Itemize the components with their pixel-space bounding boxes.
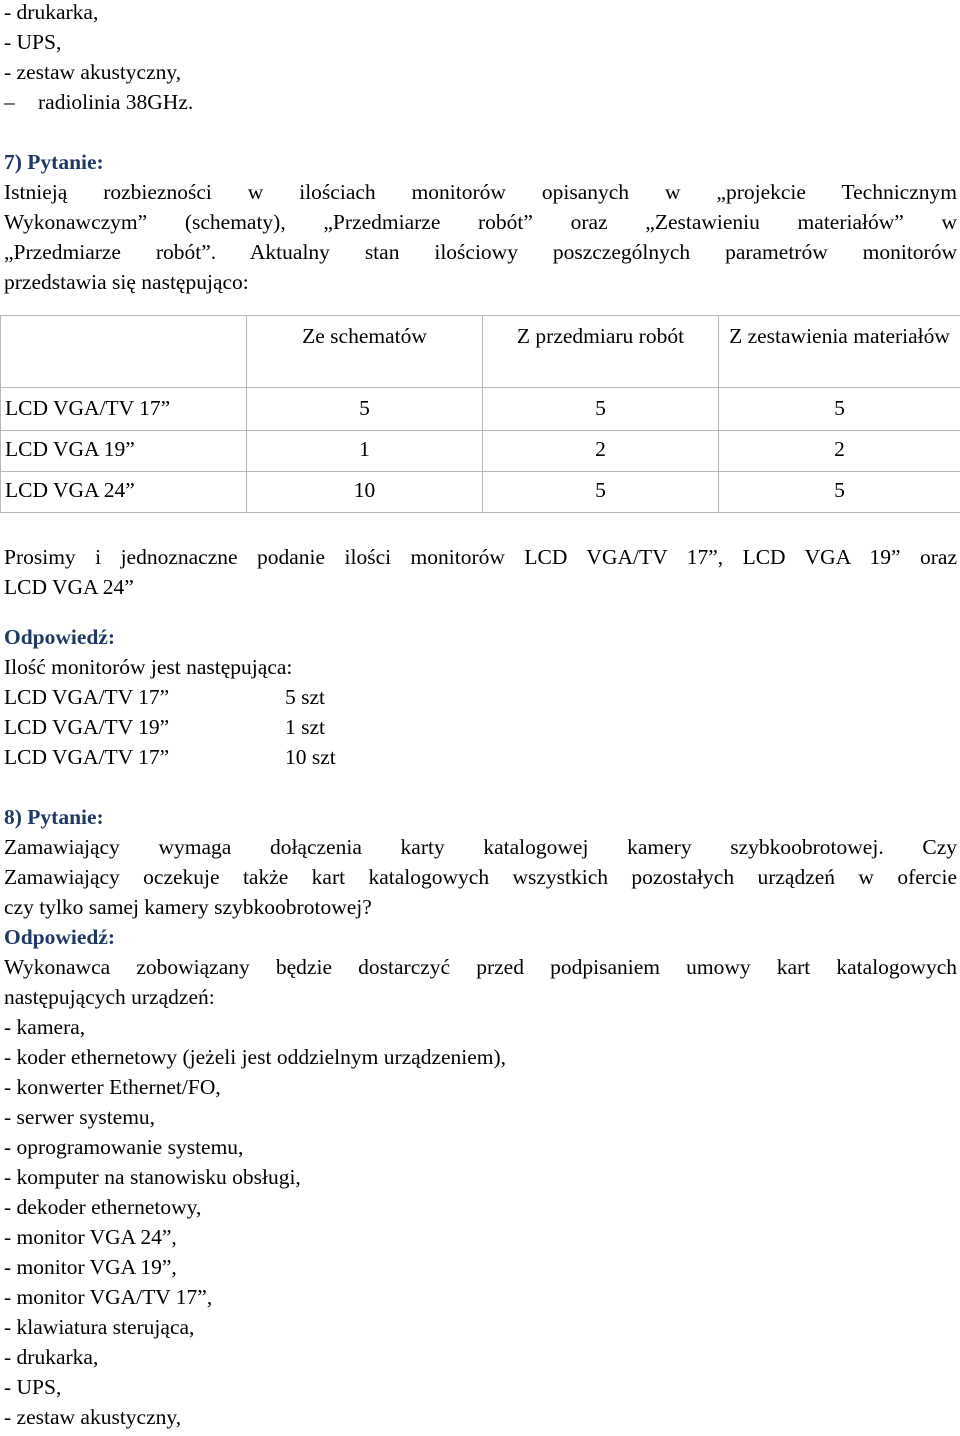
table-cell: 10: [247, 472, 483, 513]
table-cell: 5: [247, 388, 483, 431]
table-header-row: [1, 316, 960, 388]
spacer: [4, 772, 957, 802]
answer-text-line: następujących urządzeń:: [4, 985, 215, 1009]
table-row: [1, 431, 960, 472]
table-header-cell: Ze schematów: [247, 316, 483, 388]
device-list: [4, 1012, 957, 1432]
table-cell: 2: [483, 431, 719, 472]
list-item: - monitor VGA 19”,: [4, 1255, 177, 1279]
list-item: - zestaw akustyczny,: [4, 1405, 182, 1429]
list-item: - monitor VGA 24”,: [4, 1225, 177, 1249]
list-item: - dekoder ethernetowy,: [4, 1195, 202, 1219]
question-text-line: przedstawia się następująco:: [4, 270, 249, 294]
list-item: - oprogramowanie systemu,: [4, 1135, 244, 1159]
list-item: - UPS,: [4, 1375, 62, 1399]
table-cell: 5: [719, 388, 960, 431]
question-heading: 7) Pytanie:: [4, 150, 104, 174]
answer-heading: Odpowiedź:: [4, 625, 116, 649]
list-item: - komputer na stanowisku obsługi,: [4, 1165, 301, 1189]
list-item: - monitor VGA/TV 17”,: [4, 1285, 213, 1309]
question-7: [4, 147, 957, 772]
answer-heading: Odpowiedź:: [4, 925, 116, 949]
answer-value: 5 szt: [285, 685, 326, 709]
table-cell: 2: [719, 431, 960, 472]
question-text-line: Wykonawczym” (schematy), „Przedmiarze robót” oraz „Zestawieniu materiałów” w: [4, 210, 957, 234]
monitor-quantity-table: [0, 315, 960, 513]
question-heading: 8) Pytanie:: [4, 805, 104, 829]
list-item: - UPS,: [4, 30, 62, 54]
table-cell: 1: [247, 431, 483, 472]
table-cell: 5: [719, 472, 960, 513]
request-text-line: Prosimy i jednoznaczne podanie ilości monitorów LCD VGA/TV 17”, LCD VGA 19” oraz: [4, 545, 957, 569]
list-item: - drukarka,: [4, 1345, 99, 1369]
question-text-line: Zamawiający oczekuje także kart katalogowych wszystkich pozostałych urządzeń w ofercie: [4, 865, 957, 889]
list-item: [4, 87, 957, 117]
table-cell: LCD VGA 19”: [1, 431, 247, 472]
table-cell: 5: [483, 472, 719, 513]
answer-label: LCD VGA/TV 19”: [4, 715, 170, 739]
answer-label: LCD VGA/TV 17”: [4, 685, 170, 709]
list-item: - konwerter Ethernet/FO,: [4, 1075, 221, 1099]
table-header-cell: Z zestawienia materiałów: [719, 316, 960, 388]
question-text-line: Zamawiający wymaga dołączenia karty katalogowej kamery szybkoobrotowej. Czy: [4, 835, 957, 859]
list-item: - klawiatura sterująca,: [4, 1315, 195, 1339]
table-row: [1, 388, 960, 431]
question-text-line: „Przedmiarze robót”. Aktualny stan ilościowy poszczególnych parametrów monitorów: [4, 240, 957, 264]
answer-value: 10 szt: [285, 745, 336, 769]
table-cell: 5: [483, 388, 719, 431]
table-cell: LCD VGA/TV 17”: [1, 388, 247, 431]
answer-value: 1 szt: [285, 715, 326, 739]
answer-label: LCD VGA/TV 17”: [4, 745, 170, 769]
spacer: [4, 117, 957, 147]
answer-text-line: Wykonawca zobowiązany będzie dostarczyć przed podpisaniem umowy kart katalogowych: [4, 955, 957, 979]
question-text-line: czy tylko samej kamery szybkoobrotowej?: [4, 895, 372, 919]
table-header-cell: Z przedmiaru robót: [483, 316, 719, 388]
request-text-line: LCD VGA 24”: [4, 575, 134, 599]
table-cell: LCD VGA 24”: [1, 472, 247, 513]
top-list: [4, 0, 957, 117]
list-item: - drukarka,: [4, 0, 99, 24]
list-item: - zestaw akustyczny,: [4, 60, 182, 84]
answer-row: [4, 742, 957, 772]
list-item: - serwer systemu,: [4, 1105, 156, 1129]
list-item-text: radiolinia 38GHz.: [38, 90, 194, 114]
answer-intro: Ilość monitorów jest następująca:: [4, 655, 293, 679]
spacer: [4, 602, 957, 622]
answer-row: [4, 682, 957, 712]
question-text-line: Istnieją rozbiezności w ilościach monitorów opisanych w „projekcie Technicznym: [4, 180, 957, 204]
spacer: [4, 513, 957, 542]
table-header-cell: [1, 316, 247, 388]
list-dash: –: [4, 90, 15, 114]
table-row: [1, 472, 960, 513]
answer-row: [4, 712, 957, 742]
list-item: - koder ethernetowy (jeżeli jest oddzielnym urządzeniem),: [4, 1045, 507, 1069]
document: [4, 0, 957, 1432]
question-8: [4, 802, 957, 1432]
list-item: - kamera,: [4, 1015, 86, 1039]
